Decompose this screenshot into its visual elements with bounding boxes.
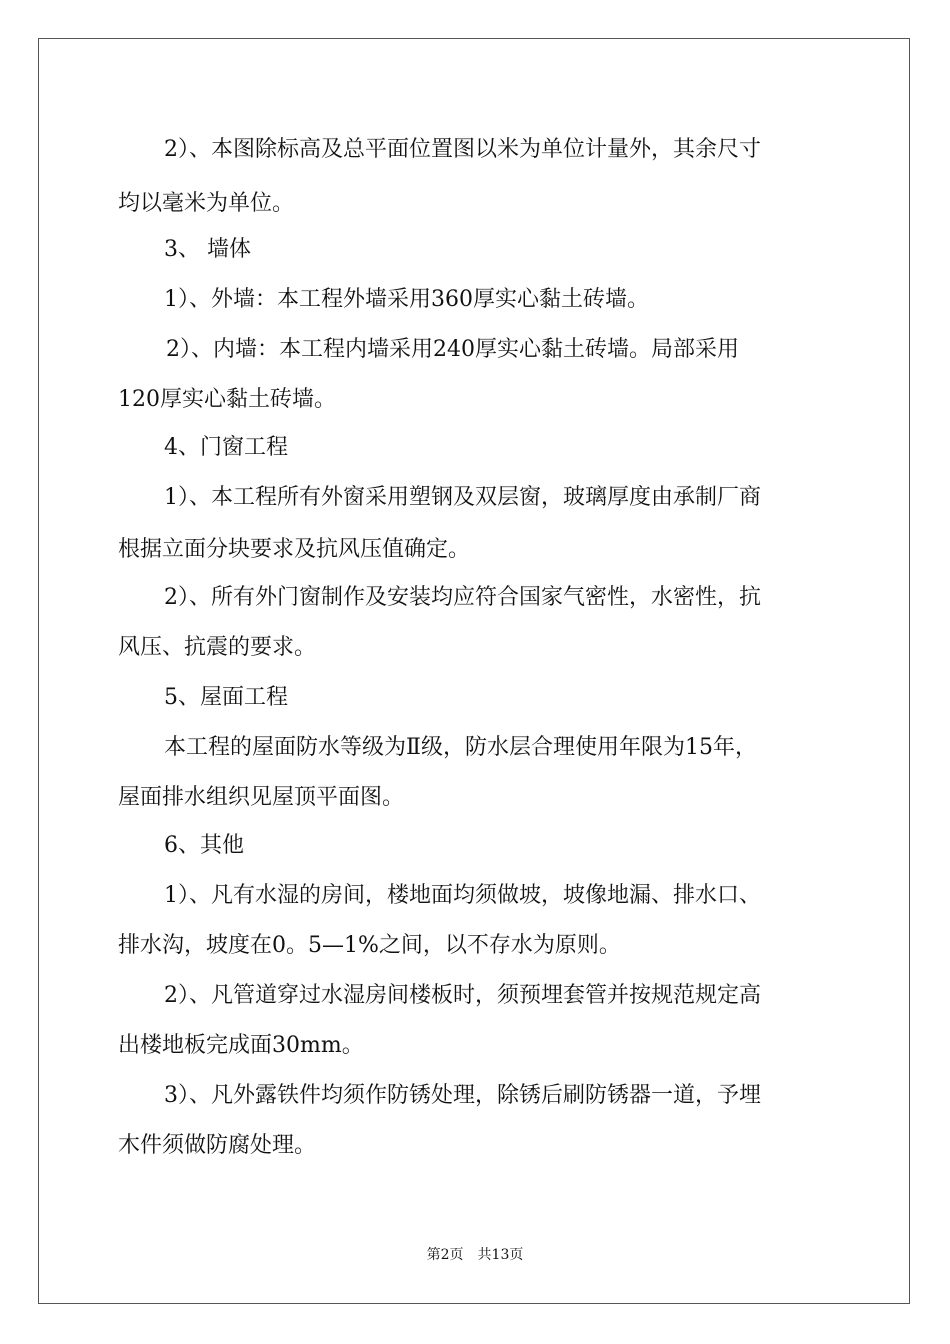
paragraph-line: 1）、外墙：本工程外墙采用360厚实心黏土砖墙。: [164, 287, 649, 312]
paragraph-line: 1）、本工程所有外窗采用塑钢及双层窗，玻璃厚度由承制厂商: [164, 485, 761, 510]
paragraph-line: 2）、所有外门窗制作及安装均应符合国家气密性，水密性，抗: [164, 585, 761, 610]
paragraph-line: 根据立面分块要求及抗风压值确定。: [118, 537, 471, 562]
paragraph-line: 本工程的屋面防水等级为Ⅱ级，防水层合理使用年限为15年，: [164, 735, 757, 760]
paragraph-line: 2）、本图除标高及总平面位置图以米为单位计量外，其余尺寸: [164, 137, 761, 162]
paragraph-line: 2）、内墙：本工程内墙采用240厚实心黏土砖墙。局部采用: [166, 337, 739, 362]
paragraph-line: 均以毫米为单位。: [118, 191, 295, 216]
paragraph-line: 1）、凡有水湿的房间，楼地面均须做坡，坡像地漏、排水口、: [164, 883, 761, 908]
section-heading: 4、门窗工程: [164, 435, 288, 460]
section-heading: 5、屋面工程: [164, 685, 288, 710]
paragraph-line: 2）、凡管道穿过水湿房间楼板时，须预埋套管并按规范规定高: [164, 983, 761, 1008]
paragraph-line: 120厚实心黏土砖墙。: [118, 387, 336, 412]
section-heading: 6、其他: [164, 833, 244, 858]
paragraph-line: 出楼地板完成面30mm。: [118, 1033, 364, 1058]
paragraph-line: 木件须做防腐处理。: [118, 1133, 317, 1158]
paragraph-line: 风压、抗震的要求。: [118, 635, 317, 660]
paragraph-line: 屋面排水组织见屋顶平面图。: [118, 785, 405, 810]
page-border: [38, 38, 910, 1304]
section-heading: 3、 墙体: [164, 237, 251, 262]
paragraph-line: 3）、凡外露铁件均须作防锈处理，除锈后刷防锈器一道，予埋: [164, 1083, 761, 1108]
page-number: 第2页 共13页: [426, 1247, 524, 1263]
paragraph-line: 排水沟，坡度在0。5—1%之间，以不存水为原则。: [118, 933, 621, 958]
